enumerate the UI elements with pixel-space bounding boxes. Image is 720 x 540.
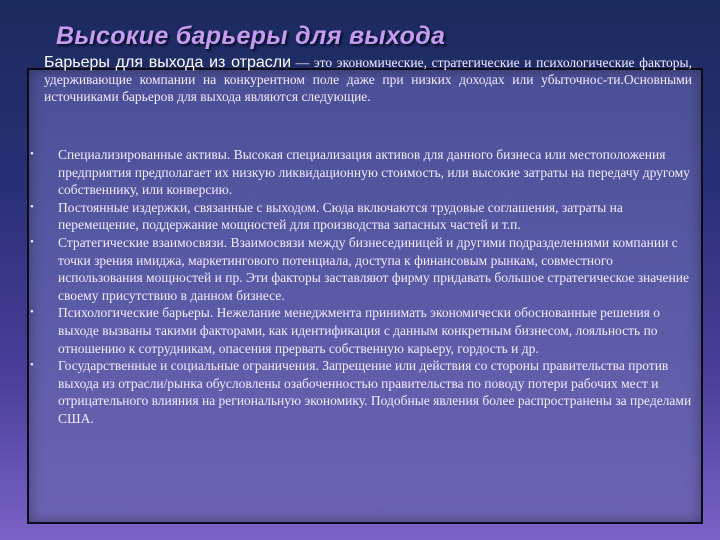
list-item — [26, 304, 694, 357]
intro-paragraph — [44, 54, 692, 105]
list-item — [26, 234, 694, 304]
intro-text: — это экономические, стратегические и психологические факторы, удерживающие компании на конкурентном поле даже при низких доходах или убыточнос-ти.Основными источниками барьеров для выхода являются следующие. — [44, 55, 692, 104]
bullet-icon: • — [30, 306, 34, 319]
bullet-icon: • — [30, 148, 34, 160]
bullet-icon: • — [30, 359, 34, 372]
bullet-icon: • — [30, 235, 34, 248]
intro-lead: Барьеры для выхода из отрасли — [44, 54, 292, 71]
list-item — [26, 199, 694, 234]
bullet-text: Психологические барьеры. Нежелание менеджмента принимать экономически обоснованные решения о выходе вызваны такими факторами, как идентификация с данным конкретным бизнесом, лояльность по отношению к сотрудникам, опасения прервать собственную карьеру, гордость и др. — [58, 305, 661, 356]
bullet-text: Стратегические взаимосвязи. Взаимосвязи между бизнесединицей и другими подразделениями компании с точки зрения имиджа, маркетингового потенциала, доступа к финансовым рынкам, совместного использования мощностей и пр. Эти факторы заставляют фирму придавать большое стратегическое значение своему присутствию в данном бизнесе. — [58, 234, 689, 303]
bullet-text: Постоянные издержки, связанные с выходом. Сюда включаются трудовые соглашения, затраты на перемещение, поддержание мощностей для производства запасных частей и т.п. — [58, 199, 623, 233]
bullet-text: Государственные и социальные ограничения. Запрещение или действия со стороны правительства против выхода из отрасли/рынка обусловлены озабоченностью правительства по поводу потери рабочих мест и отрицательного влияния на региональную экономику. Подобные явления более распространены за пределами США. — [58, 358, 692, 426]
bullet-list — [26, 146, 694, 428]
list-item — [26, 357, 694, 427]
bullet-text: Специализированные активы. Высокая специализация активов для данного бизнеса или местоположения предприятия предполагает их низкую ликвидационную стоимость, или высокие затраты на передачу другому собственнику, или конверсию. — [58, 147, 690, 198]
list-item — [26, 146, 694, 199]
slide-title: Высокие барьеры для выхода — [56, 22, 446, 50]
bullet-icon: • — [30, 200, 34, 213]
